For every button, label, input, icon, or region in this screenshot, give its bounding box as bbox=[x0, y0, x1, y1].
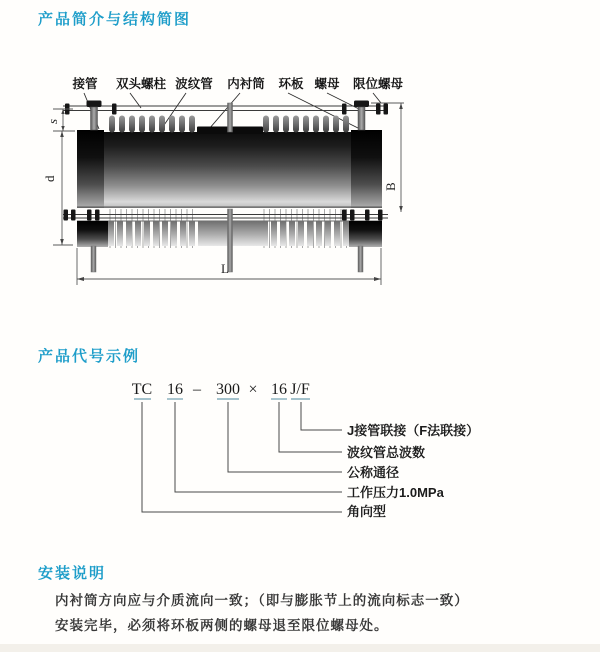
install-line-2: 安装完毕，必须将环板两侧的螺母退至限位螺母处。 bbox=[55, 618, 389, 633]
section-title-install: 安装说明 bbox=[38, 565, 107, 582]
dim-label-b: B bbox=[383, 182, 398, 191]
code-tokens bbox=[132, 381, 310, 399]
code-token-16a: 16 bbox=[167, 381, 183, 398]
section-title-intro: 产品简介与结构简图 bbox=[38, 11, 192, 28]
code-token-tc: TC bbox=[131, 381, 153, 398]
label-xianwei-luomu: 限位螺母 bbox=[352, 77, 404, 91]
callout-angular-type: 角向型 bbox=[347, 504, 387, 519]
callout-wave-count: 波纹管总波数 bbox=[347, 445, 426, 460]
code-tree-lines bbox=[142, 402, 342, 512]
label-bowenguan: 波纹管 bbox=[175, 77, 213, 91]
expansion-joint-diagram bbox=[40, 60, 460, 310]
code-token-dash: – bbox=[193, 381, 201, 398]
dimension-d bbox=[42, 131, 73, 245]
dim-label-d: d bbox=[42, 175, 57, 182]
label-neichentong: 内衬筒 bbox=[227, 77, 265, 91]
stud-bolt-left bbox=[87, 101, 102, 108]
code-token-16b: 16 bbox=[271, 381, 287, 398]
dim-label-s: s bbox=[45, 118, 60, 124]
limit-nut-1 bbox=[376, 104, 381, 115]
joint-body bbox=[77, 127, 382, 209]
stud-bolt-right bbox=[354, 101, 369, 108]
callout-connection: J接管联接（F法联接） bbox=[347, 423, 480, 438]
center-post bbox=[228, 103, 233, 132]
label-shuangtou-luozhu: 双头螺柱 bbox=[115, 77, 167, 91]
limit-nut-2 bbox=[384, 104, 389, 115]
install-instructions bbox=[55, 588, 535, 638]
install-line-1: 内衬筒方向应与介质流向一致；（即与膨胀节上的流向标志一致） bbox=[55, 593, 469, 608]
label-huanban: 环板 bbox=[278, 77, 304, 91]
callout-working-pressure: 工作压力1.0MPa bbox=[347, 485, 444, 500]
product-code-tree bbox=[100, 375, 490, 535]
callout-nominal-diameter: 公称通径 bbox=[347, 465, 400, 480]
label-jieguan: 接管 bbox=[72, 77, 98, 91]
dimension-s bbox=[45, 109, 75, 131]
page-bottom-edge bbox=[0, 644, 600, 652]
code-token-times: × bbox=[248, 381, 258, 398]
dim-label-l: L bbox=[221, 261, 229, 276]
code-token-300: 300 bbox=[216, 381, 240, 398]
section-title-code: 产品代号示例 bbox=[38, 348, 141, 365]
lower-tie-rod bbox=[63, 210, 388, 221]
label-luomu: 螺母 bbox=[314, 77, 340, 91]
code-token-jf: J/F bbox=[290, 381, 310, 398]
code-callouts bbox=[347, 423, 479, 519]
